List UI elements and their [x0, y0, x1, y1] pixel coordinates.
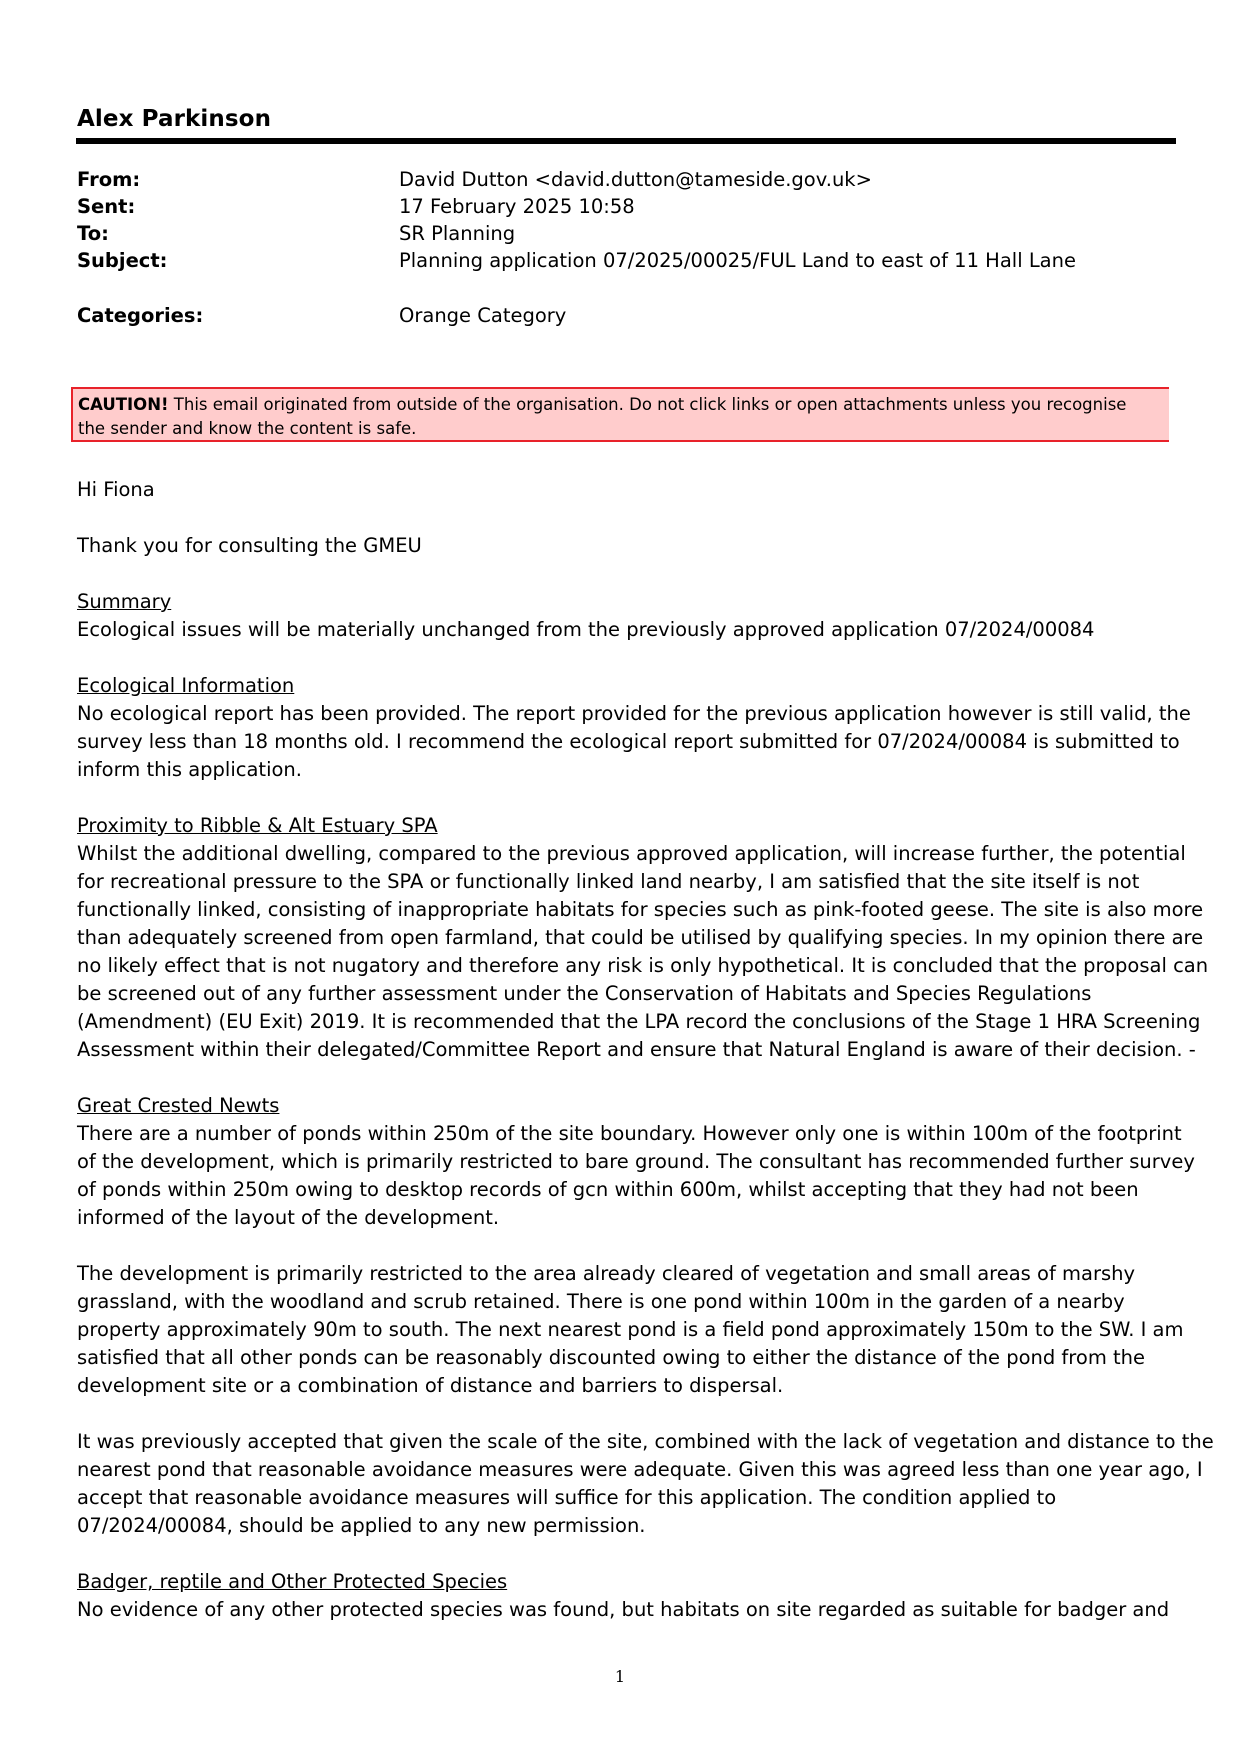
newts-line: of ponds within 250m owing to desktop records of gcn within 600m, whilst accepting that they had not been [77, 1178, 1139, 1201]
proximity-line: than adequately screened from open farmland, that could be utilised by qualifying species. In my opinion there are [77, 926, 1204, 949]
newts-line: grassland, with the woodland and scrub retained. There is one pond within 100m in the garden of a nearby [77, 1290, 1125, 1313]
sent-value: 17 February 2025 10:58 [399, 195, 635, 218]
greeting: Hi Fiona [77, 478, 155, 501]
from-row [77, 166, 872, 193]
subject-row [77, 247, 1076, 274]
caution-banner [71, 387, 1169, 442]
ecological-line: inform this application. [77, 758, 302, 781]
caution-text-2: the sender and know the content is safe. [78, 419, 417, 438]
proximity-line: Assessment within their delegated/Committee Report and ensure that Natural England is aware of their decision. - [77, 1038, 1196, 1061]
newts-section [77, 1092, 1195, 1232]
proximity-section [77, 812, 1209, 1064]
caution-line-1 [78, 395, 1126, 414]
summary-section [77, 588, 1177, 644]
from-label: From: [77, 168, 141, 191]
subject-value: Planning application 07/2025/00025/FUL Land to east of 11 Hall Lane [399, 249, 1076, 272]
badger-heading: Badger, reptile and Other Protected Species [77, 1570, 508, 1593]
proximity-line: Whilst the additional dwelling, compared to the previous approved application, will increase further, the potential [77, 842, 1186, 865]
ecological-line: survey less than 18 months old. I recommend the ecological report submitted for 07/2024/00084 is submitted to [77, 730, 1180, 753]
thanks-line: Thank you for consulting the GMEU [77, 534, 422, 557]
proximity-line: no likely effect that is not nugatory and therefore any risk is only hypothetical. It is concluded that the proposal can [77, 954, 1209, 977]
newts-line: property approximately 90m to south. The next nearest pond is a field pond approximately 150m to the SW. I am [77, 1318, 1184, 1341]
ecological-line: No ecological report has been provided. The report provided for the previous application however is still valid, the [77, 702, 1191, 725]
summary-line: Ecological issues will be materially unchanged from the previously approved application 07/2024/00084 [77, 618, 1095, 641]
newts-line: satisfied that all other ponds can be reasonably discounted owing to either the distance of the pond from the [77, 1346, 1146, 1369]
ecological-information-heading: Ecological Information [77, 674, 295, 697]
ecological-information-section [77, 672, 1191, 784]
newts-paragraph-2 [77, 1260, 1184, 1400]
newts-line: accept that reasonable avoidance measures will suffice for this application. The condition applied to [77, 1486, 1057, 1509]
to-row [77, 220, 515, 247]
to-label: To: [77, 222, 109, 245]
proximity-line: (Amendment) (EU Exit) 2019. It is recommended that the LPA record the conclusions of the Stage 1 HRA Screening [77, 1010, 1201, 1033]
newts-heading: Great Crested Newts [77, 1094, 280, 1117]
owner-name: Alex Parkinson [77, 106, 272, 132]
newts-line: informed of the layout of the development. [77, 1206, 500, 1229]
caution-label: CAUTION! [78, 395, 169, 414]
newts-paragraph-3 [77, 1428, 1214, 1540]
proximity-heading: Proximity to Ribble & Alt Estuary SPA [77, 814, 438, 837]
page-number: 1 [614, 1667, 626, 1686]
badger-section [77, 1568, 1177, 1624]
proximity-line: for recreational pressure to the SPA or functionally linked land nearby, I am satisfied that the site itself is not [77, 870, 1140, 893]
badger-line: No evidence of any other protected species was found, but habitats on site regarded as suitable for badger and [77, 1598, 1170, 1621]
newts-line: 07/2024/00084, should be applied to any new permission. [77, 1514, 646, 1537]
categories-value: Orange Category [399, 304, 567, 327]
from-value: David Dutton <david.dutton@tameside.gov.uk> [399, 168, 872, 191]
newts-line: There are a number of ponds within 250m of the site boundary. However only one is within 100m of the footprint [77, 1122, 1182, 1145]
newts-line: The development is primarily restricted to the area already cleared of vegetation and small areas of marshy [77, 1262, 1136, 1285]
proximity-line: functionally linked, consisting of inappropriate habitats for species such as pink-footed geese. The site is also more [77, 898, 1204, 921]
newts-line: nearest pond that reasonable avoidance measures were adequate. Given this was agreed less than one year ago, I [77, 1458, 1203, 1481]
sent-row [77, 193, 635, 220]
categories-row [77, 302, 566, 329]
caution-text-1: This email originated from outside of the organisation. Do not click links or open attachments unless you recognise [168, 395, 1127, 414]
owner-rule [76, 138, 1176, 144]
summary-heading: Summary [77, 590, 172, 613]
to-value: SR Planning [399, 222, 516, 245]
sent-label: Sent: [77, 195, 136, 218]
categories-label: Categories: [77, 304, 204, 327]
proximity-line: be screened out of any further assessment under the Conservation of Habitats and Species Regulations [77, 982, 1092, 1005]
subject-label: Subject: [77, 249, 168, 272]
newts-line: development site or a combination of distance and barriers to dispersal. [77, 1374, 784, 1397]
newts-line: It was previously accepted that given the scale of the site, combined with the lack of vegetation and distance to the [77, 1430, 1214, 1453]
newts-line: of the development, which is primarily restricted to bare ground. The consultant has recommended further survey [77, 1150, 1195, 1173]
